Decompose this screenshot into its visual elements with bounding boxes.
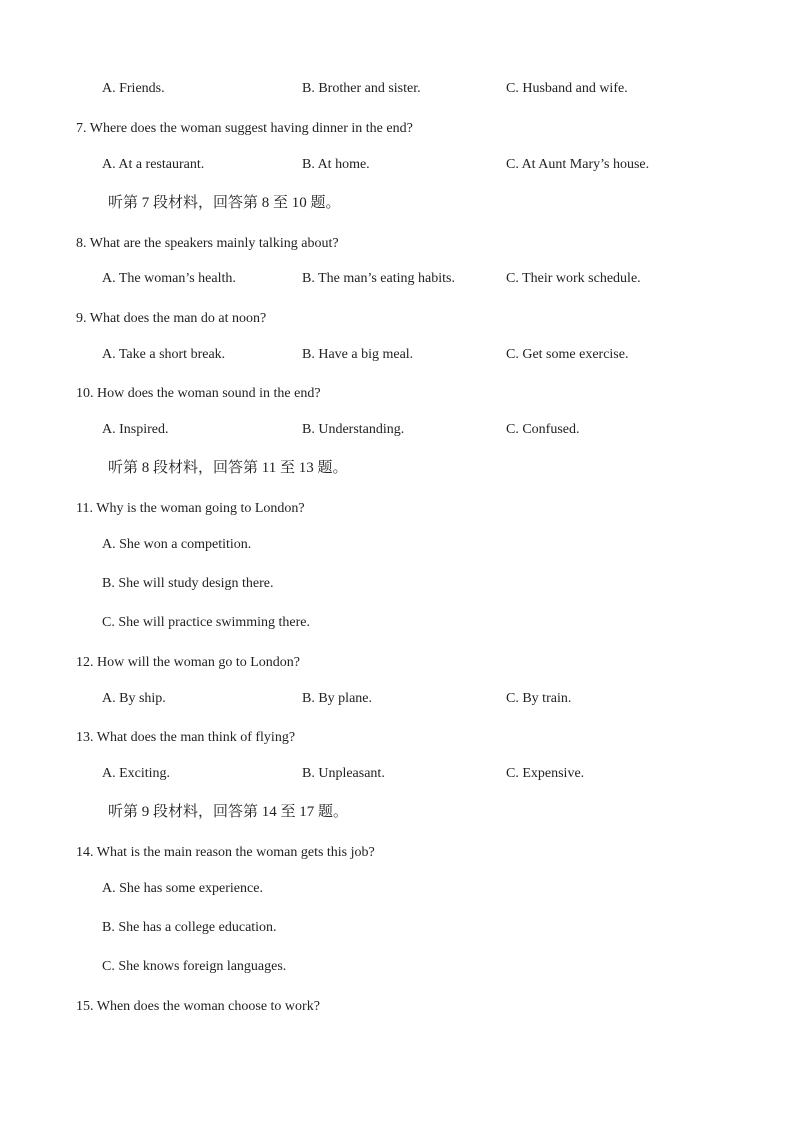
option-c: C. By train.	[506, 691, 572, 706]
question-12: 12. How will the woman go to London?	[76, 655, 300, 670]
option-a: A. Take a short break.	[102, 347, 226, 362]
question-8: 8. What are the speakers mainly talking about?	[76, 236, 339, 251]
option-b: B. Understanding.	[302, 422, 405, 437]
option-b: B. The man’s eating habits.	[302, 271, 455, 286]
option-a: A. The woman’s health.	[102, 271, 236, 286]
option-a: A. At a restaurant.	[102, 157, 205, 172]
question-10: 10. How does the woman sound in the end?	[76, 386, 321, 401]
option-c: C. Confused.	[506, 422, 580, 437]
option-b: B. Have a big meal.	[302, 347, 414, 362]
question-7: 7. Where does the woman suggest having dinner in the end?	[76, 121, 413, 136]
option-c: C. Their work schedule.	[506, 271, 641, 286]
option-b: B. She will study design there.	[102, 576, 274, 591]
question-15: 15. When does the woman choose to work?	[76, 999, 320, 1014]
option-c: C. She knows foreign languages.	[102, 959, 287, 974]
option-a: A. Friends.	[102, 81, 165, 96]
option-a: A. She won a competition.	[102, 537, 252, 552]
question-14: 14. What is the main reason the woman gets this job?	[76, 845, 375, 860]
option-b: B. Unpleasant.	[302, 766, 385, 781]
question-13: 13. What does the man think of flying?	[76, 730, 296, 745]
question-11: 11. Why is the woman going to London?	[76, 501, 305, 516]
option-b: B. She has a college education.	[102, 920, 277, 935]
option-c: C. She will practice swimming there.	[102, 615, 311, 630]
question-9: 9. What does the man do at noon?	[76, 311, 267, 326]
option-c: C. Husband and wife.	[506, 81, 628, 96]
option-c: C. Expensive.	[506, 766, 585, 781]
option-a: A. Exciting.	[102, 766, 171, 781]
option-a: A. By ship.	[102, 691, 166, 706]
option-c: C. Get some exercise.	[506, 347, 629, 362]
option-a: A. Inspired.	[102, 422, 169, 437]
option-b: B. At home.	[302, 157, 370, 172]
section-heading: 听第 8 段材料，回答第 11 至 13 题。	[108, 460, 348, 476]
option-a: A. She has some experience.	[102, 881, 263, 896]
option-b: B. By plane.	[302, 691, 372, 706]
option-c: C. At Aunt Mary’s house.	[506, 157, 650, 172]
section-heading: 听第 9 段材料，回答第 14 至 17 题。	[108, 804, 349, 820]
section-heading: 听第 7 段材料，回答第 8 至 10 题。	[108, 195, 341, 211]
option-b: B. Brother and sister.	[302, 81, 421, 96]
